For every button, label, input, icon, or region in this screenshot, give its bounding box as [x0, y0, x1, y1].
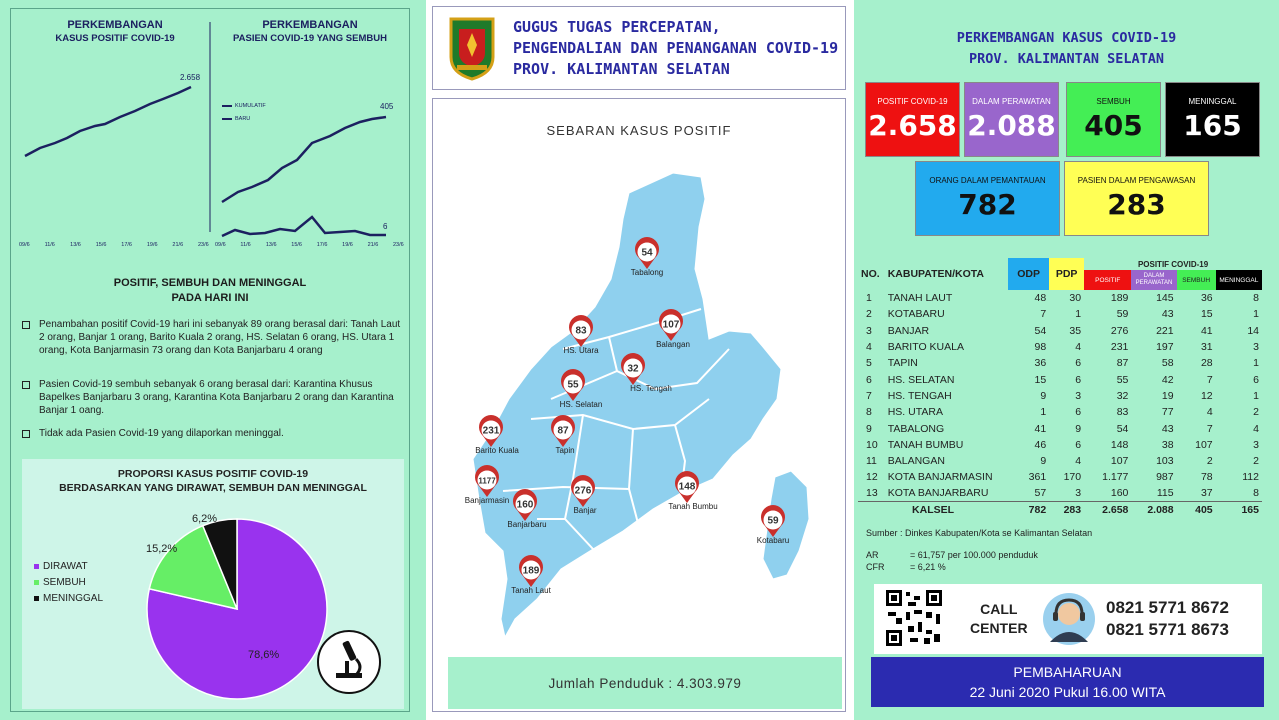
stat-sembuh: [1066, 82, 1161, 157]
daily-bullet-1: [22, 318, 404, 357]
table-cell: 36: [1200, 292, 1213, 305]
x-tick-label: 21/6: [172, 242, 184, 248]
x-tick-label: 17/6: [121, 242, 132, 248]
table-cell: 31: [1200, 341, 1213, 354]
map-pin-label: HS. Tengah: [630, 384, 672, 393]
table-cell: 6: [1075, 438, 1082, 451]
stat-odp-label: ORANG DALAM PEMANTAUAN: [929, 176, 1046, 185]
table-cell: 14: [1247, 324, 1259, 337]
map-pin-label: Kotabaru: [756, 536, 790, 545]
th-sembuh: SEMBUH: [1177, 270, 1216, 290]
table-cell: 32: [1116, 389, 1129, 402]
table-cell: 1: [1253, 357, 1259, 370]
update-value: 22 Juni 2020 Pukul 16.00 WITA: [969, 684, 1166, 700]
table-cell: 361: [1028, 471, 1047, 484]
table-cell: 15: [1034, 373, 1047, 386]
map-pin-balangan[interactable]: [656, 309, 690, 349]
table-cell: 11: [866, 455, 877, 468]
map-pin-count: 54: [641, 247, 653, 259]
legend-swatch: [34, 580, 39, 585]
table-row: [858, 486, 1262, 502]
call-center-label-2: CENTER: [970, 620, 1028, 636]
map-pin-count: 87: [557, 425, 569, 437]
phone-1[interactable]: 0821 5771 8672: [1106, 598, 1229, 617]
legend-label: DIRAWAT: [43, 561, 88, 572]
table-cell: 28: [1200, 357, 1213, 370]
table-cell: 6: [1075, 373, 1082, 386]
table-cell: 54: [1034, 324, 1047, 337]
call-center-box: [874, 584, 1262, 654]
table-cell: 3: [1253, 341, 1259, 354]
table-cell: 189: [1110, 292, 1129, 305]
table-cell: 7: [866, 389, 872, 402]
table-cell: 103: [1156, 455, 1174, 468]
table-cell: 38: [1161, 438, 1174, 451]
th-positif: POSITIF: [1084, 270, 1131, 290]
table-cell: 55: [1116, 373, 1129, 386]
pie-legend-sembuh: [34, 577, 86, 588]
table-total-cell: 405: [1177, 502, 1216, 518]
map-pin-label: Balangan: [656, 340, 690, 349]
update-box: [871, 657, 1264, 707]
x-tick-label: 15/6: [291, 242, 302, 248]
phone-2[interactable]: 0821 5771 8673: [1106, 620, 1229, 639]
map-pin-label: Banjarmasin: [464, 496, 510, 505]
table-cell: 3: [866, 324, 872, 337]
table-cell: 2: [1206, 455, 1213, 468]
map-pin-count: 160: [516, 499, 534, 511]
header-line1: GUGUS TUGAS PERCEPATAN,: [513, 18, 721, 36]
table-cell: 4: [1206, 406, 1213, 419]
table-cell: KOTABARU: [887, 308, 945, 321]
table-cell: 148: [1110, 438, 1129, 451]
table-cell: 6: [866, 373, 872, 386]
table-row: [858, 323, 1262, 339]
table-row: [858, 453, 1262, 469]
map-pin-label: Barito Kuala: [475, 446, 519, 455]
header-box: [432, 6, 846, 90]
stat-pdp-value: 283: [1107, 188, 1166, 221]
table-cell: 30: [1069, 292, 1082, 305]
x-tick-label: 09/6: [215, 242, 226, 248]
table-row: [858, 388, 1262, 404]
table-cell: 1: [1253, 389, 1259, 402]
right-panel: [854, 0, 1279, 720]
table-cell: 83: [1116, 406, 1129, 419]
legend-label: MENINGGAL: [43, 593, 104, 604]
legend-label: SEMBUH: [43, 577, 86, 588]
table-cell: 1.177: [1102, 471, 1129, 484]
stat-meninggal: [1165, 82, 1260, 157]
map-pin-banjar[interactable]: [571, 475, 597, 515]
table-cell: 19: [1161, 389, 1174, 402]
table-cell: 54: [1116, 422, 1129, 435]
table-cell: 6: [1075, 406, 1082, 419]
th-no: NO.: [861, 268, 880, 280]
chart2-cumulative-line: [222, 117, 386, 202]
table-cell: HS. SELATAN: [887, 373, 955, 386]
table-cell: 1: [1040, 406, 1047, 419]
population-box: Jumlah Penduduk : 4.303.979: [448, 657, 842, 709]
table-total-row: [858, 502, 1262, 518]
table-cell: 43: [1161, 308, 1174, 321]
x-tick-label: 15/6: [95, 242, 107, 248]
pie-section: [22, 459, 404, 709]
daily-title: [60, 276, 360, 306]
table-cell: 87: [1116, 357, 1129, 370]
map-pin-tapin[interactable]: [551, 415, 575, 455]
stat-pdp: [1064, 161, 1209, 236]
cfr-value: = 6,21 %: [910, 562, 946, 572]
table-row: [858, 437, 1262, 453]
table-cell: 6: [1075, 357, 1082, 370]
map-pin-count: 276: [574, 485, 592, 497]
table-row: [858, 420, 1262, 436]
table-row: [858, 371, 1262, 387]
headset-agent-icon: [1042, 592, 1096, 646]
table-cell: 35: [1069, 324, 1082, 337]
stat-odp: [915, 161, 1060, 236]
table-cell: 41: [1200, 324, 1213, 337]
table-cell: HS. TENGAH: [887, 389, 952, 402]
map-pin-count: 148: [678, 481, 696, 493]
map-pin-label: Banjar: [573, 506, 597, 515]
map-box: [432, 98, 846, 712]
map-pin-label: Tanah Laut: [511, 586, 551, 595]
right-title-line1: PERKEMBANGAN KASUS COVID-19: [956, 30, 1177, 46]
map-pin-count: 83: [575, 325, 587, 337]
header-title: [513, 17, 838, 80]
table-cell: 57: [1034, 487, 1047, 500]
daily-bullet-3-text: Tidak ada Pasien Covid-19 yang dilaporkan meninggal.: [39, 428, 284, 439]
right-title: [854, 28, 1279, 70]
ar-label: AR: [866, 550, 879, 560]
header-line2: PENGENDALIAN DAN PENANGANAN COVID-19: [513, 39, 839, 57]
table-cell: 112: [1242, 471, 1259, 484]
table-cell: 9: [1040, 389, 1047, 402]
map-pin-count: 189: [522, 565, 540, 577]
table-cell: 987: [1156, 471, 1174, 484]
table-cell: 1: [1075, 308, 1082, 321]
map-pin-tabalong[interactable]: [631, 237, 663, 277]
th-kab: KABUPATEN/KOTA: [887, 268, 984, 280]
table-cell: 3: [1075, 487, 1082, 500]
table-cell: 13: [866, 487, 878, 500]
table-row: [858, 339, 1262, 355]
table-total-cell: 2.658: [1084, 502, 1131, 518]
ar-value: = 61,757 per 100.000 penduduk: [910, 550, 1038, 560]
map-pin-hs-selatan[interactable]: [560, 369, 603, 409]
table-cell: 170: [1063, 471, 1082, 484]
chart1-end-label: 2.658: [180, 73, 201, 82]
table-cell: 12: [1200, 389, 1213, 402]
x-tick-label: 23/6: [198, 242, 209, 248]
x-tick-label: 21/6: [367, 242, 379, 248]
table-cell: 8: [1253, 292, 1259, 305]
stat-positif-label: POSITIF COVID-19: [877, 97, 948, 106]
x-tick-label: 13/6: [265, 242, 277, 248]
table-cell: 58: [1161, 357, 1174, 370]
table-cell: 6: [1253, 373, 1259, 386]
table-cell: 42: [1161, 373, 1174, 386]
table-cell: 7: [1040, 308, 1047, 321]
th-perawatan: [1131, 270, 1176, 290]
th-pdp: PDP: [1049, 258, 1084, 290]
table-cell: KOTA BANJARMASIN: [887, 471, 993, 484]
table-cell: TAPIN: [887, 357, 918, 370]
th-dalam: DALAM: [1143, 273, 1165, 279]
table-cell: 15: [1200, 308, 1213, 321]
table-cell: 115: [1156, 487, 1174, 500]
table-cell: 12: [866, 471, 878, 484]
chart2-legend-cumulative: KUMULATIF: [235, 103, 266, 109]
microscope-icon: [316, 629, 382, 695]
daily-bullet-3: [22, 427, 404, 440]
call-center-label-1: CALL: [980, 601, 1018, 617]
map-pin-label: Tanah Bumbu: [668, 502, 718, 511]
stat-positif-value: 2.658: [868, 109, 957, 142]
table-cell: 4: [1075, 341, 1082, 354]
table-cell: 46: [1034, 438, 1047, 451]
map-pin-count: 32: [627, 363, 639, 375]
table-header-row-1: [858, 258, 1262, 270]
phone-numbers: [1106, 597, 1229, 641]
x-tick-label: 11/6: [44, 242, 55, 248]
table-cell: TANAH BUMBU: [887, 438, 964, 451]
header-line3: PROV. KALIMANTAN SELATAN: [513, 60, 730, 78]
map-pin-label: Banjarbaru: [507, 520, 547, 529]
table-total-cell: 2.088: [1131, 502, 1176, 518]
map-pin-banjarbaru[interactable]: [507, 489, 546, 529]
daily-bullet-2-text: Pasien Covid-19 sembuh sebanyak 6 orang berasal dari: Karantina Khusus Bapelkes Banjarbaru 3 orang, Karantina Kota Banjarbaru 2 orang dan Karantina Banjar 1 oang.: [39, 379, 394, 416]
chart2-end-label-new: 6: [383, 222, 388, 231]
table-total-cell: 283: [1049, 502, 1084, 518]
x-tick-label: 19/6: [146, 242, 158, 248]
chart2-title-line2: PASIEN COVID-19 YANG SEMBUH: [233, 33, 387, 44]
x-tick-label: 11/6: [240, 242, 251, 248]
table-cell: 9: [866, 422, 872, 435]
table-cell: TANAH LAUT: [887, 292, 953, 305]
table-cell: TABALONG: [887, 422, 945, 435]
map-pin-label: HS. Selatan: [559, 400, 603, 409]
table-row: [858, 355, 1262, 371]
table-cell: 8: [866, 406, 872, 419]
table-total-cell: 165: [1216, 502, 1262, 518]
stat-pdp-label: PASIEN DALAM PENGAWASAN: [1077, 176, 1196, 185]
map-pin-count: 1177: [478, 476, 496, 486]
table-cell: 160: [1110, 487, 1129, 500]
checkbox-icon: [22, 430, 30, 438]
stat-perawatan-label: DALAM PERAWATAN: [972, 97, 1051, 106]
th-positif-group: POSITIF COVID-19: [1137, 259, 1209, 269]
daily-bullet-2: [22, 378, 404, 417]
cases-table: [858, 258, 1262, 518]
table-total-cell: 782: [1008, 502, 1049, 518]
pie-title-line2: BERDASARKAN YANG DIRAWAT, SEMBUH DAN MENINGGAL: [59, 482, 367, 494]
table-cell: 98: [1034, 341, 1047, 354]
update-label: PEMBAHARUAN: [1013, 664, 1122, 680]
map-pin-banjarmasin[interactable]: [465, 465, 509, 505]
chart1-line: [25, 87, 191, 156]
daily-title-line1: POSITIF, SEMBUH DAN MENINGGAL: [113, 277, 307, 289]
table-cell: KOTA BANJARBARU: [887, 487, 989, 500]
table-cell: 2: [1253, 406, 1259, 419]
th-odp: ODP: [1008, 258, 1049, 290]
table-cell: BARITO KUALA: [887, 341, 964, 354]
table-cell: 43: [1161, 422, 1174, 435]
map-pin-tanah-bumbu[interactable]: [668, 471, 717, 511]
x-tick-label: 13/6: [70, 242, 81, 248]
pie-label-sembuh: 15,2%: [146, 543, 178, 555]
table-cell: 231: [1110, 341, 1129, 354]
table-total-label: KALSEL: [858, 502, 1008, 518]
chart2-new-line: [222, 217, 386, 236]
daily-bullet-1-text: Penambahan positif Covid-19 hari ini sebanyak 89 orang berasal dari: Tanah Laut 2 orang, Banjar 1 orang, Barito Kuala 2 orang, HS. Selatan 6 orang, HS. Utara 1 orang, Kota Banjarmasin 73 orang dan Kota Banjarbaru 4 orang: [39, 319, 401, 356]
table-cell: 2: [866, 308, 872, 321]
table-row: [858, 404, 1262, 420]
x-tick-label: 09/6: [19, 242, 30, 248]
table-cell: 7: [1206, 373, 1213, 386]
stat-sembuh-label: SEMBUH: [1096, 97, 1131, 106]
table-cell: 36: [1034, 357, 1047, 370]
stat-perawatan-value: 2.088: [967, 109, 1056, 142]
table-cell: 276: [1110, 324, 1129, 337]
map-pins: [433, 99, 847, 659]
table-cell: 3: [1253, 438, 1259, 451]
table-cell: 5: [866, 357, 872, 370]
province-emblem-icon: [447, 17, 497, 81]
map-pin-count: 59: [767, 515, 779, 527]
th-perawatan-text: PERAWATAN: [1135, 280, 1173, 286]
chart2-end-label-cumulative: 405: [380, 102, 394, 111]
x-tick-label: 17/6: [316, 242, 328, 248]
table-cell: 4: [1253, 422, 1259, 435]
cfr-label: CFR: [866, 562, 885, 572]
pie-label-meninggal: 6,2%: [192, 513, 218, 525]
table-cell: 107: [1195, 438, 1213, 451]
pie-title-line1: PROPORSI KASUS POSITIF COVID-19: [117, 468, 309, 480]
legend-swatch: [34, 564, 39, 569]
table-cell: 145: [1156, 292, 1174, 305]
table-cell: 10: [866, 438, 878, 451]
stat-meninggal-value: 165: [1183, 109, 1242, 142]
map-pin-hs-utara[interactable]: [563, 315, 599, 355]
pie-legend-meninggal: [34, 593, 103, 604]
chart2-title-line1: PERKEMBANGAN: [262, 19, 358, 31]
map-pin-kotabaru[interactable]: [757, 505, 789, 545]
table-row: [858, 290, 1262, 306]
table-cell: 221: [1156, 324, 1174, 337]
table-row: [858, 469, 1262, 485]
table-cell: 4: [1075, 455, 1082, 468]
stat-sembuh-value: 405: [1084, 109, 1143, 142]
checkbox-icon: [22, 381, 30, 389]
map-pin-count: 107: [662, 319, 680, 331]
table-cell: 4: [866, 341, 872, 354]
map-pin-tanah-laut[interactable]: [511, 555, 551, 595]
table-cell: 37: [1200, 487, 1213, 500]
checkbox-icon: [22, 321, 30, 329]
map-pin-label: Tapin: [555, 446, 575, 455]
chart1-title-line1: PERKEMBANGAN: [67, 19, 163, 31]
table-cell: 107: [1110, 455, 1129, 468]
table-cell: 197: [1156, 341, 1174, 354]
table-cell: 8: [1253, 487, 1259, 500]
qr-code-icon: [884, 588, 944, 648]
pie-label-dirawat: 78,6%: [248, 649, 280, 661]
table-body: [858, 290, 1262, 518]
map-pin-barito-kuala[interactable]: [475, 415, 519, 455]
stat-meninggal-label: MENINGGAL: [1188, 97, 1237, 106]
chart1-title-line2: KASUS POSITIF COVID-19: [55, 33, 175, 44]
table-cell: 1: [866, 292, 872, 305]
th-meninggal: MENINGGAL: [1216, 270, 1262, 290]
legend-swatch: [34, 596, 39, 601]
map-pin-label: HS. Utara: [563, 346, 599, 355]
daily-title-line2: PADA HARI INI: [171, 292, 249, 304]
map-pin-hs-tengah[interactable]: [621, 353, 672, 393]
chart2-legend-new: BARU: [235, 116, 251, 122]
map-pin-count: 55: [567, 379, 579, 391]
table-cell: 1: [1253, 308, 1259, 321]
table-cell: 77: [1161, 406, 1174, 419]
map-pin-count: 231: [482, 425, 500, 437]
table-cell: 59: [1116, 308, 1129, 321]
table-cell: HS. UTARA: [887, 406, 943, 419]
stat-positif: [865, 82, 960, 157]
map-title: SEBARAN KASUS POSITIF: [546, 123, 732, 138]
table-cell: BALANGAN: [887, 455, 945, 468]
call-center-label: [970, 600, 1028, 638]
middle-panel: [426, 0, 854, 720]
left-panel: [0, 0, 426, 720]
stat-perawatan: [964, 82, 1059, 157]
table-cell: BANJAR: [887, 324, 930, 337]
map-pin-label: Tabalong: [630, 268, 664, 277]
pie-legend-dirawat: [34, 561, 88, 572]
table-cell: 7: [1206, 422, 1213, 435]
right-title-line2: PROV. KALIMANTAN SELATAN: [968, 51, 1165, 67]
x-tick-label: 19/6: [342, 242, 353, 248]
table-cell: 9: [1040, 455, 1047, 468]
table-cell: 48: [1034, 292, 1047, 305]
table-cell: 3: [1075, 389, 1082, 402]
chart2-title: [215, 18, 405, 46]
table-cell: 9: [1075, 422, 1082, 435]
table-row: [858, 306, 1262, 322]
source-note: Sumber : Dinkes Kabupaten/Kota se Kalimantan Selatan: [866, 528, 1093, 538]
table-cell: 2: [1253, 455, 1259, 468]
stat-odp-value: 782: [958, 188, 1017, 221]
table-cell: 78: [1200, 471, 1213, 484]
table-cell: 41: [1034, 422, 1047, 435]
x-tick-label: 23/6: [393, 242, 404, 248]
